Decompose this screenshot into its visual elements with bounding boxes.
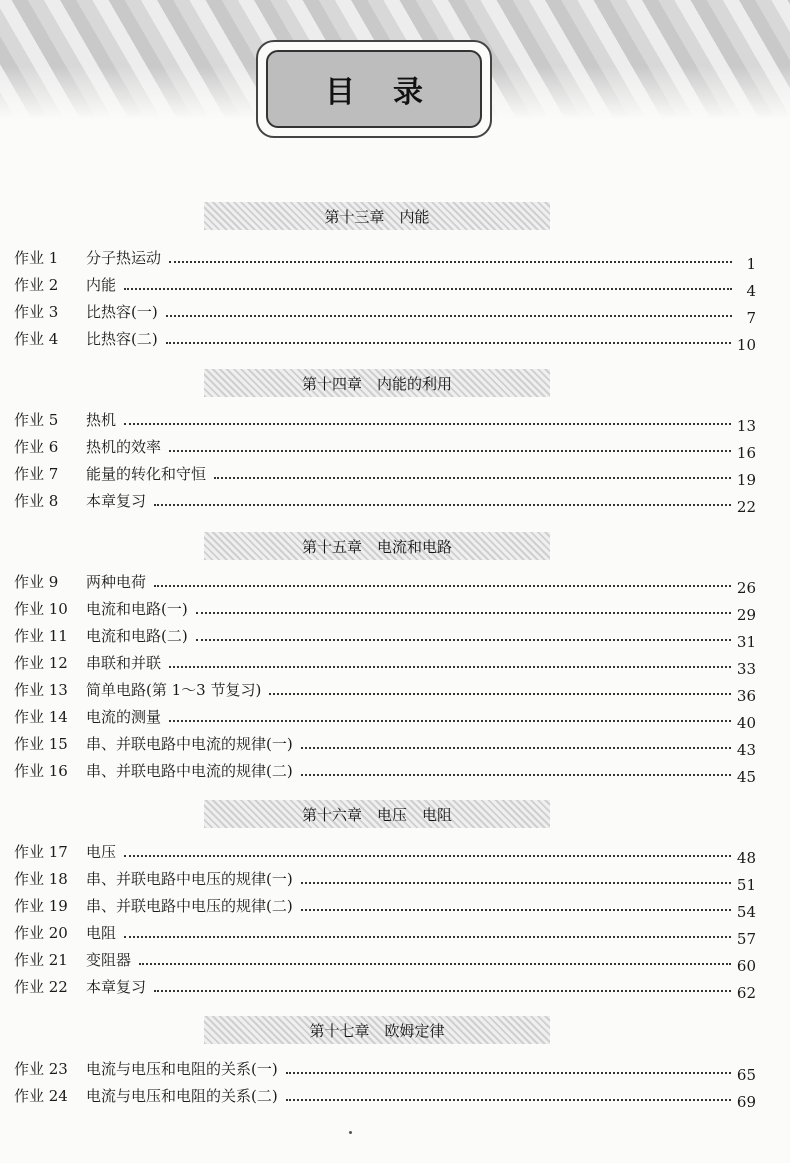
dot-leader [124, 855, 731, 857]
assignment-number: 作业 13 [14, 681, 68, 699]
dot-leader [124, 288, 732, 290]
toc-entry[interactable] [14, 893, 756, 921]
chapter-heading: 第十七章 欧姆定律 [204, 1016, 550, 1044]
page-number: 51 [736, 876, 756, 894]
page-number: 26 [736, 579, 756, 597]
dot-leader [286, 1072, 731, 1074]
entry-title: 电压 [86, 843, 117, 861]
toc-entry[interactable] [14, 326, 756, 354]
chapter-heading: 第十六章 电压 电阻 [204, 800, 550, 828]
assignment-number: 作业 4 [14, 330, 59, 348]
entry-title: 电流与电压和电阻的关系(一) [86, 1060, 278, 1078]
page-number: 40 [736, 714, 756, 732]
page-number: 13 [736, 417, 756, 435]
assignment-number: 作业 22 [14, 978, 68, 996]
entry-title: 串、并联电路中电流的规律(二) [86, 762, 293, 780]
toc-entry[interactable] [14, 1083, 756, 1111]
assignment-number: 作业 19 [14, 897, 68, 915]
toc-entry[interactable] [14, 677, 756, 705]
toc-entry[interactable] [14, 272, 756, 300]
entry-title: 本章复习 [86, 978, 147, 996]
toc-entry[interactable] [14, 704, 756, 732]
assignment-number: 作业 16 [14, 762, 68, 780]
dot-leader [269, 693, 731, 695]
assignment-number: 作业 5 [14, 411, 59, 429]
toc-entry[interactable] [14, 731, 756, 759]
dot-leader [196, 639, 731, 641]
entry-title: 串、并联电路中电压的规律(一) [86, 870, 293, 888]
entry-title: 热机 [86, 411, 117, 429]
dot-leader [124, 423, 731, 425]
page-number: 36 [736, 687, 756, 705]
toc-entry[interactable] [14, 596, 756, 624]
entry-title: 热机的效率 [86, 438, 162, 456]
page-number: 31 [736, 633, 756, 651]
entry-title: 两种电荷 [86, 573, 147, 591]
assignment-number: 作业 23 [14, 1060, 68, 1078]
assignment-number: 作业 10 [14, 600, 68, 618]
toc-entry[interactable] [14, 461, 756, 489]
assignment-number: 作业 7 [14, 465, 59, 483]
entry-title: 比热容(一) [86, 303, 158, 321]
toc-entry[interactable] [14, 407, 756, 435]
dot-leader [154, 585, 731, 587]
entry-title: 电流与电压和电阻的关系(二) [86, 1087, 278, 1105]
dot-leader [169, 261, 732, 263]
dot-leader [169, 720, 731, 722]
assignment-number: 作业 21 [14, 951, 68, 969]
entry-title: 电流和电路(一) [86, 600, 188, 618]
toc-entry[interactable] [14, 569, 756, 597]
entry-title: 串联和并联 [86, 654, 162, 672]
dot-leader [166, 315, 732, 317]
dot-leader [166, 342, 731, 344]
page-number: 1 [746, 255, 756, 273]
assignment-number: 作业 9 [14, 573, 59, 591]
dot-leader [169, 450, 731, 452]
entry-title: 变阻器 [86, 951, 132, 969]
title-frame [256, 40, 492, 138]
toc-entry[interactable] [14, 839, 756, 867]
entry-title: 电流的测量 [86, 708, 162, 726]
assignment-number: 作业 2 [14, 276, 59, 294]
toc-entry[interactable] [14, 1056, 756, 1084]
chapter-heading: 第十三章 内能 [204, 202, 550, 230]
dot-leader [154, 504, 731, 506]
assignment-number: 作业 15 [14, 735, 68, 753]
toc-entry[interactable] [14, 299, 756, 327]
assignment-number: 作业 20 [14, 924, 68, 942]
page-number: 16 [736, 444, 756, 462]
entry-title: 电流和电路(二) [86, 627, 188, 645]
dot-leader [286, 1099, 731, 1101]
dot-leader [139, 963, 731, 965]
assignment-number: 作业 24 [14, 1087, 68, 1105]
page-number: 29 [736, 606, 756, 624]
toc-entry[interactable] [14, 866, 756, 894]
dot-leader [301, 882, 731, 884]
assignment-number: 作业 8 [14, 492, 59, 510]
dot-leader [301, 774, 731, 776]
page-number: 54 [736, 903, 756, 921]
entry-title: 电阻 [86, 924, 117, 942]
page-number: 10 [736, 336, 756, 354]
entry-title: 本章复习 [86, 492, 147, 510]
dot-leader [301, 909, 731, 911]
toc-entry[interactable] [14, 488, 756, 516]
entry-title: 简单电路(第 1～3 节复习) [86, 681, 262, 699]
page-number: 65 [736, 1066, 756, 1084]
entry-title: 能量的转化和守恒 [86, 465, 207, 483]
assignment-number: 作业 11 [14, 627, 68, 645]
entry-title: 内能 [86, 276, 117, 294]
dot-leader [124, 936, 731, 938]
dot-leader [196, 612, 731, 614]
page-number: 48 [736, 849, 756, 867]
assignment-number: 作业 3 [14, 303, 59, 321]
page-number: 57 [736, 930, 756, 948]
toc-entry[interactable] [14, 974, 756, 1002]
page-number: 7 [746, 309, 756, 327]
page-number: 62 [736, 984, 756, 1002]
toc-entry[interactable] [14, 650, 756, 678]
entry-title: 串、并联电路中电压的规律(二) [86, 897, 293, 915]
toc-entry[interactable] [14, 623, 756, 651]
page-number: 45 [736, 768, 756, 786]
page-number: 69 [736, 1093, 756, 1111]
toc-entry[interactable] [14, 434, 756, 462]
toc-entry[interactable] [14, 758, 756, 786]
page-mark [349, 1131, 352, 1134]
chapter-heading: 第十五章 电流和电路 [204, 532, 550, 560]
entry-title: 分子热运动 [86, 249, 162, 267]
assignment-number: 作业 12 [14, 654, 68, 672]
toc-entry[interactable] [14, 947, 756, 975]
page-number: 33 [736, 660, 756, 678]
dot-leader [169, 666, 731, 668]
entry-title: 比热容(二) [86, 330, 158, 348]
chapter-heading: 第十四章 内能的利用 [204, 369, 550, 397]
dot-leader [214, 477, 731, 479]
dot-leader [301, 747, 731, 749]
entry-title: 串、并联电路中电流的规律(一) [86, 735, 293, 753]
page-title: 目录 [266, 50, 482, 128]
toc-entry[interactable] [14, 245, 756, 273]
page-number: 60 [736, 957, 756, 975]
page-number: 22 [736, 498, 756, 516]
assignment-number: 作业 6 [14, 438, 59, 456]
assignment-number: 作业 18 [14, 870, 68, 888]
assignment-number: 作业 1 [14, 249, 59, 267]
assignment-number: 作业 14 [14, 708, 68, 726]
assignment-number: 作业 17 [14, 843, 68, 861]
page-number: 43 [736, 741, 756, 759]
toc-entry[interactable] [14, 920, 756, 948]
dot-leader [154, 990, 731, 992]
page-number: 4 [746, 282, 756, 300]
page-number: 19 [736, 471, 756, 489]
